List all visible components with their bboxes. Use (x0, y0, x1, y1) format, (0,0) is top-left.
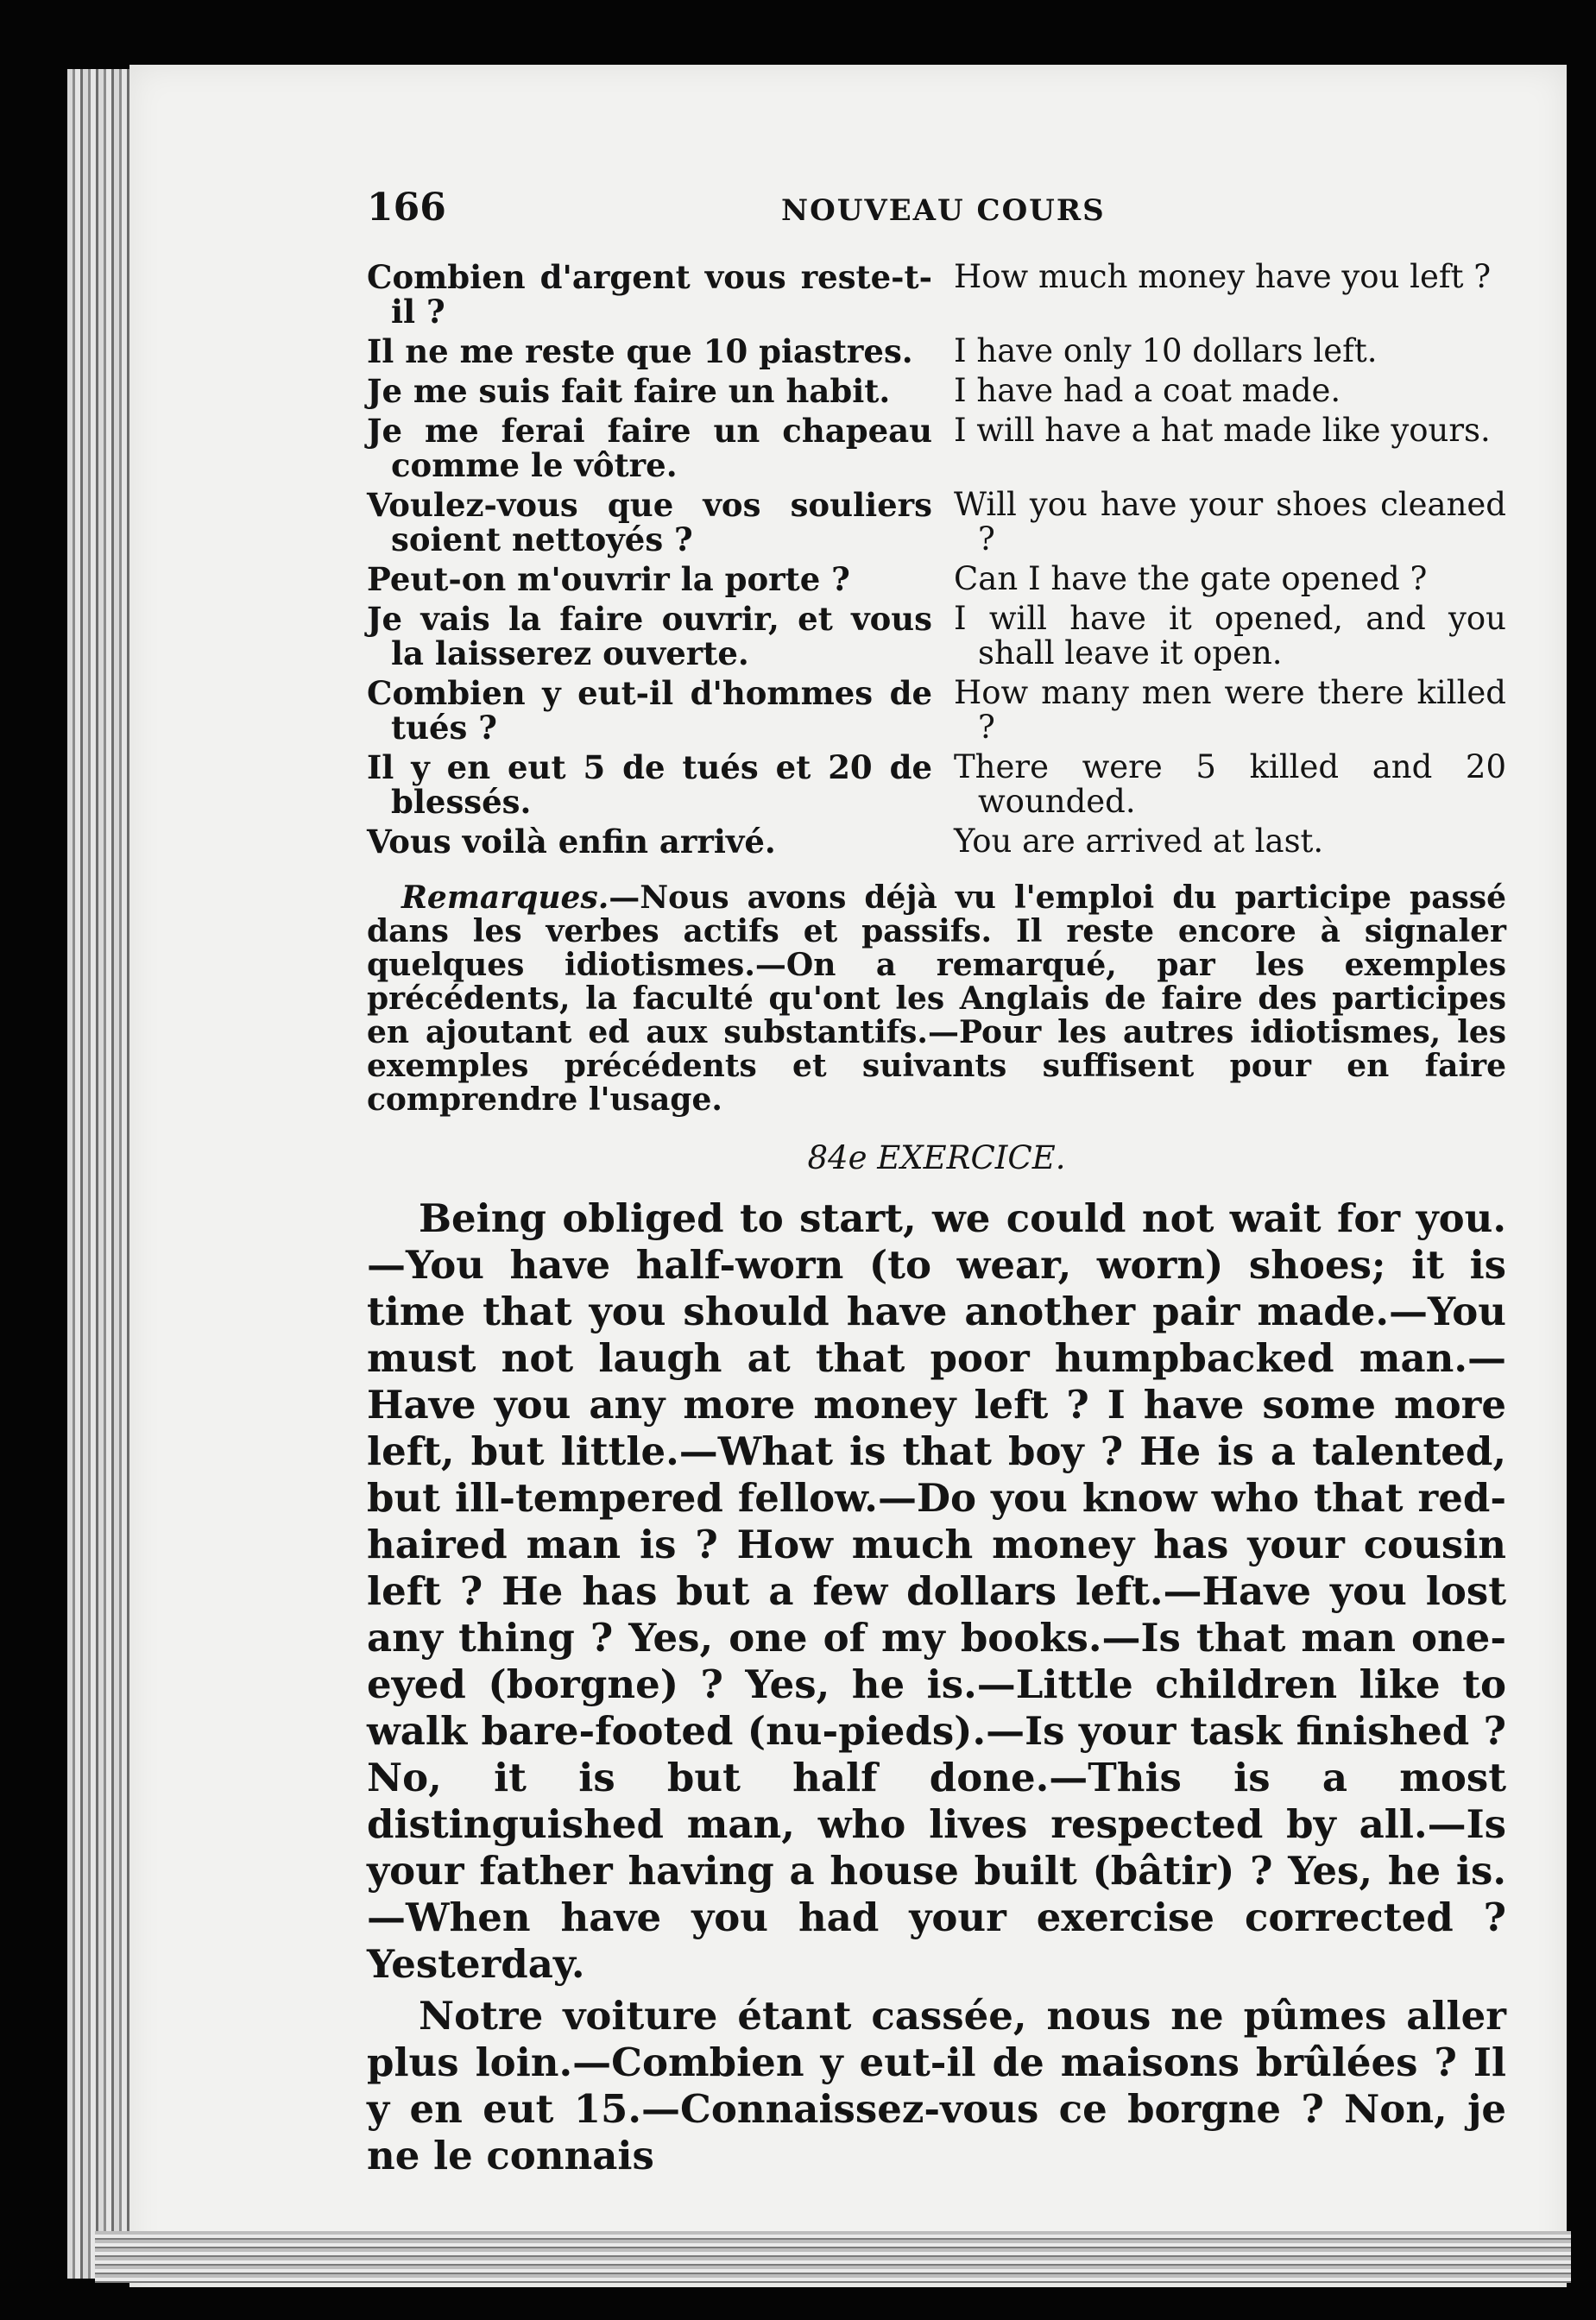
french-sentence: Vous voilà enfin arrivé. (367, 823, 776, 861)
exercise-paragraph-english: Being obliged to start, we could not wait for you.—You have half-worn (to wear, worn) shoes; it is time that you should have another pair made.—You must not laugh at that poor humpbacked man.—Have you any more money left ? I have some more left, but little.—What is that boy ? He is a talented, but ill-tempered fellow.—Do you know who that red-haired man is ? How much money has your cousin left ? He has but a few dollars left.—Have you lost any thing ? Yes, one of my books.—Is that man one-eyed (borgne) ? Yes, he is.—Little children like to walk bare-footed (nu-pieds).—Is your task finished ? No, it is but half done.—This is a most distinguished man, who lives respected by all.—Is your father having a house built (bâtir) ? Yes, he is.—When have you had your exercise corrected ? Yesterday. (367, 1195, 1506, 1987)
remarks-text: —Nous avons déjà vu l'emploi du participe passé dans les verbes actifs et passifs. Il reste encore à signaler quelques idiotismes.—On a remarqué, par les exemples précédents, la faculté qu'ont les Anglais de faire des participes en ajoutant ed aux substantifs.—Pour les autres idiotismes, les exemples précédents et suivants suffisent pour en faire comprendre l'usage. (367, 879, 1506, 1118)
french-sentence: Je me ferai faire un chapeau comme le vôtre. (367, 412, 932, 484)
english-sentence: Can I have the gate opened ? (954, 560, 1428, 597)
english-sentence: I have had a coat made. (954, 372, 1341, 409)
english-sentence: I will have it opened, and you shall leave it open. (954, 600, 1506, 671)
page-header (367, 186, 1506, 237)
dialogue-row (367, 562, 1506, 596)
french-sentence: Voulez-vous que vos souliers soient nettoyés ? (367, 486, 932, 558)
french-sentence: Peut-on m'ouvrir la porte ? (367, 560, 850, 598)
dialogue-row (367, 334, 1506, 369)
english-sentence: Will you have your shoes cleaned ? (954, 486, 1506, 558)
page-content (367, 186, 1506, 2179)
french-sentence: Je vais la faire ouvrir, et vous la laisserez ouverte. (367, 600, 932, 672)
english-sentence: I will have a hat made like yours. (954, 412, 1491, 449)
dialogue-row (367, 602, 1506, 671)
page-number: 166 (367, 186, 446, 230)
exercise-title: 84e EXERCICE. (807, 1139, 1066, 1176)
english-sentence: How much money have you left ? (954, 258, 1492, 295)
dialogue-row (367, 488, 1506, 557)
english-sentence: How many men were there killed ? (954, 674, 1506, 746)
english-sentence: You are arrived at last. (954, 823, 1324, 860)
english-sentence: There were 5 killed and 20 wounded. (954, 748, 1506, 820)
dialogue-row (367, 260, 1506, 329)
dialogue-row (367, 374, 1506, 408)
french-sentence: Combien y eut-il d'hommes de tués ? (367, 674, 932, 747)
english-sentence: I have only 10 dollars left. (954, 332, 1378, 369)
french-sentence: Je me suis fait faire un habit. (367, 372, 891, 410)
dialogue-row (367, 413, 1506, 482)
french-sentence: Il y en eut 5 de tués et 20 de blessés. (367, 748, 932, 821)
dialogue-row (367, 824, 1506, 859)
bilingual-dialogue (367, 260, 1506, 859)
remarks-paragraph (367, 881, 1506, 1117)
french-sentence: Combien d'argent vous reste-t-il ? (367, 258, 932, 331)
running-head: NOUVEAU COURS (781, 193, 1106, 228)
french-sentence: Il ne me reste que 10 piastres. (367, 332, 913, 370)
dialogue-row (367, 676, 1506, 745)
exercise-paragraph-french: Notre voiture étant cassée, nous ne pûmes aller plus loin.—Combien y eut-il de maisons brûlées ? Il y en eut 15.—Connaissez-vous ce borgne ? Non, je ne le connais (367, 1993, 1506, 2178)
remarks-lead: Remarques. (401, 879, 609, 916)
dialogue-row (367, 750, 1506, 819)
bottom-page-edges (95, 2231, 1571, 2283)
